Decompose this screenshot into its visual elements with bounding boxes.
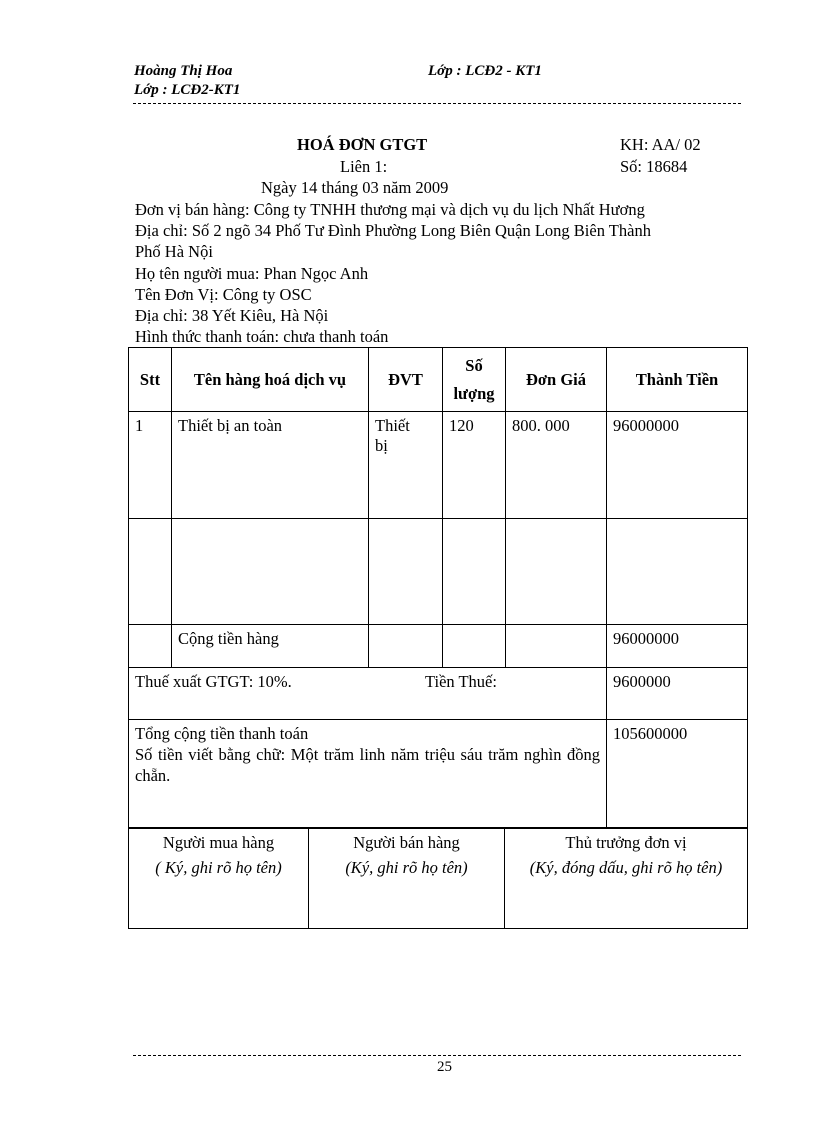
signature-seller-note: (Ký, ghi rõ họ tên) xyxy=(345,858,468,877)
row-quantity: 120 xyxy=(443,412,506,519)
vat-amount: 9600000 xyxy=(607,668,748,720)
buyer-name: Họ tên người mua: Phan Ngọc Anh xyxy=(135,264,369,283)
total-row xyxy=(129,720,748,828)
total-amount: 105600000 xyxy=(607,720,748,828)
row-amount: 96000000 xyxy=(607,412,748,519)
header-stt: Stt xyxy=(129,348,172,412)
subtotal-label: Cộng tiền hàng xyxy=(172,625,369,668)
table-header-row xyxy=(129,348,748,412)
row-unit-line-2: bị xyxy=(375,436,388,455)
invoice-kh: KH: AA/ 02 xyxy=(620,135,701,154)
payment-method: Hình thức thanh toán: chưa thanh toán xyxy=(135,327,389,346)
buyer-address: Địa chỉ: 38 Yết Kiêu, Hà Nội xyxy=(135,306,329,325)
signature-table xyxy=(128,828,748,929)
signature-seller-title: Người bán hàng xyxy=(353,833,460,852)
row-unit xyxy=(369,412,443,519)
vat-row xyxy=(129,668,748,720)
header-item-name: Tên hàng hoá dịch vụ xyxy=(172,348,369,412)
row-price: 800. 000 xyxy=(506,412,607,519)
seller-name: Đơn vị bán hàng: Công ty TNHH thương mại và dịch vụ du lịch Nhất Hương xyxy=(135,200,645,219)
class-label-center: Lớp : LCĐ2 - KT1 xyxy=(428,63,542,79)
row-stt: 1 xyxy=(129,412,172,519)
subtotal-amount: 96000000 xyxy=(607,625,748,668)
vat-label: Tiền Thuế: xyxy=(425,672,497,691)
vat-cell xyxy=(129,668,607,720)
invoice-table xyxy=(128,347,748,828)
header-amount: Thành Tiền xyxy=(607,348,748,412)
total-label: Tổng cộng tiền thanh toán xyxy=(135,724,309,743)
header-unit: ĐVT xyxy=(369,348,443,412)
row-unit-line-1: Thiết xyxy=(375,416,410,435)
subtotal-row xyxy=(129,625,748,668)
invoice-title: HOÁ ĐƠN GTGT xyxy=(297,135,428,154)
signature-head-title: Thủ trưởng đơn vị xyxy=(565,833,687,852)
class-label-left: Lớp : LCĐ2-KT1 xyxy=(134,82,241,98)
header-quantity xyxy=(443,348,506,412)
seller-address-line-2: Phố Hà Nội xyxy=(135,242,213,261)
header-quantity-line-1: Số xyxy=(465,355,483,375)
buyer-unit: Tên Đơn Vị: Công ty OSC xyxy=(135,285,312,304)
table-row xyxy=(129,412,748,519)
footer-rule xyxy=(133,1055,741,1056)
author-name: Hoàng Thị Hoa xyxy=(134,63,233,79)
header-quantity-line-2: lượng xyxy=(453,383,495,403)
header-price: Đơn Giá xyxy=(506,348,607,412)
signature-seller xyxy=(309,829,505,929)
vat-rate: Thuế xuất GTGT: 10%. xyxy=(135,672,292,691)
signature-buyer-title: Người mua hàng xyxy=(162,833,275,852)
row-item-name: Thiết bị an toàn xyxy=(172,412,369,519)
empty-row xyxy=(129,519,748,625)
amount-in-words: Số tiền viết bằng chữ: Một trăm linh năm triệu sáu trăm nghìn đồng chẵn. xyxy=(135,745,600,785)
invoice-copy: Liên 1: xyxy=(340,157,388,176)
page-number: 25 xyxy=(437,1059,452,1075)
seller-address-line-1: Địa chỉ: Số 2 ngõ 34 Phố Tư Đình Phường Long Biên Quận Long Biên Thành xyxy=(135,221,651,240)
signature-head-note: (Ký, đóng dấu, ghi rõ họ tên) xyxy=(529,858,723,877)
signature-head xyxy=(505,829,748,929)
invoice-date: Ngày 14 tháng 03 năm 2009 xyxy=(261,178,449,197)
invoice-number: Số: 18684 xyxy=(620,157,688,176)
signature-buyer xyxy=(129,829,309,929)
total-cell xyxy=(129,720,607,828)
header-rule xyxy=(133,103,741,104)
signature-buyer-note: ( Ký, ghi rõ họ tên) xyxy=(155,858,282,877)
